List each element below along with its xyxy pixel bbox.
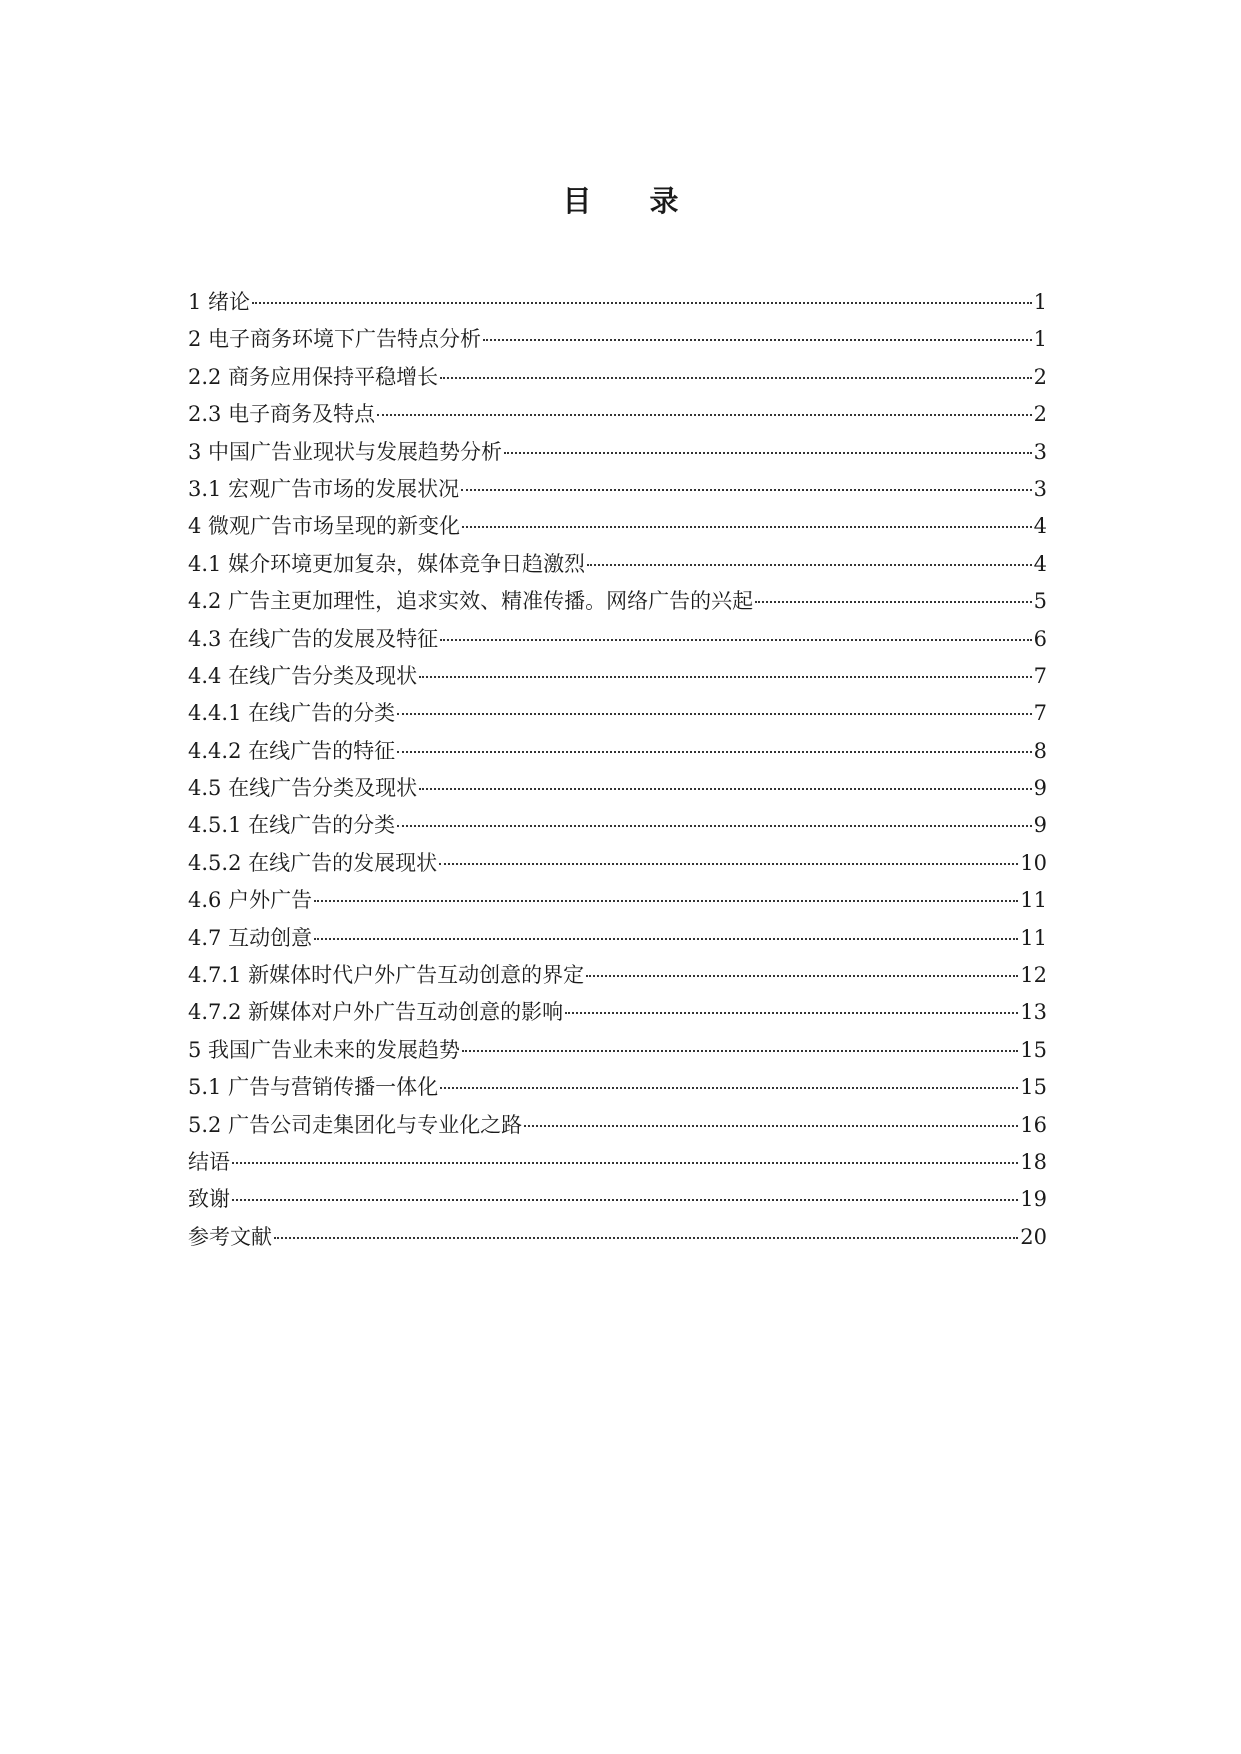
toc-entry-label: 4.7 互动创意: [188, 925, 313, 950]
toc-entry: [188, 1219, 1047, 1256]
toc-dot-leader: [462, 526, 1032, 528]
toc-entry-page-number: 9: [1033, 776, 1047, 801]
toc-entry: [188, 546, 1047, 583]
toc-entry-page-number: 19: [1020, 1187, 1047, 1212]
toc-entry-page-number: 15: [1020, 1075, 1047, 1100]
toc-dot-leader: [252, 302, 1032, 304]
toc-entry-label: 4.7.1 新媒体时代户外广告互动创意的界定: [188, 963, 585, 988]
toc-entry-label: 5 我国广告业未来的发展趋势: [188, 1037, 461, 1062]
toc-entry: [188, 1181, 1047, 1218]
toc-entry-label: 4.3 在线广告的发展及特征: [188, 626, 439, 651]
toc-entry: [188, 284, 1047, 321]
toc-entry-page-number: 10: [1020, 850, 1047, 875]
toc-entry-page-number: 7: [1033, 701, 1047, 726]
toc-entry-page-number: 4: [1033, 551, 1047, 576]
toc-entry: [188, 1144, 1047, 1181]
toc-dot-leader: [524, 1125, 1018, 1127]
toc-entry-page-number: 20: [1020, 1224, 1047, 1249]
toc-entry-page-number: 18: [1020, 1149, 1047, 1174]
toc-entry-page-number: 15: [1020, 1037, 1047, 1062]
toc-entry-label: 4.2 广告主更加理性，追求实效、精准传播。网络广告的兴起: [188, 589, 754, 614]
toc-dot-leader: [419, 676, 1032, 678]
toc-entry: [188, 1032, 1047, 1069]
toc-dot-leader: [587, 564, 1032, 566]
toc-dot-leader: [440, 377, 1032, 379]
toc-entry: [188, 471, 1047, 508]
toc-entry: [188, 359, 1047, 396]
toc-entry-page-number: 2: [1033, 364, 1047, 389]
toc-entry-page-number: 9: [1033, 813, 1047, 838]
toc-dot-leader: [755, 601, 1032, 603]
toc-entry-label: 4.5.1 在线广告的分类: [188, 813, 396, 838]
toc-entry-label: 5.2 广告公司走集团化与专业化之路: [188, 1112, 523, 1137]
toc-dot-leader: [314, 900, 1018, 902]
toc-dot-leader: [462, 1050, 1018, 1052]
toc-entry-page-number: 3: [1033, 476, 1047, 501]
toc-entry-label: 4 微观广告市场呈现的新变化: [188, 514, 461, 539]
toc-dot-leader: [377, 414, 1032, 416]
toc-entry-page-number: 4: [1033, 514, 1047, 539]
toc-entry-label: 2 电子商务环境下广告特点分析: [188, 327, 482, 352]
toc-entry-page-number: 8: [1033, 738, 1047, 763]
toc-entry-page-number: 6: [1033, 626, 1047, 651]
toc-entry-page-number: 5: [1033, 589, 1047, 614]
toc-entry: [188, 396, 1047, 433]
toc-entry-page-number: 1: [1033, 290, 1047, 314]
toc-entry: [188, 845, 1047, 882]
toc-entry: [188, 957, 1047, 994]
toc-entry: [188, 994, 1047, 1031]
toc-entry-page-number: 1: [1033, 327, 1047, 352]
toc-entry: [188, 1107, 1047, 1144]
toc-entry-page-number: 13: [1020, 1000, 1047, 1025]
toc-entry: [188, 1069, 1047, 1106]
toc-dot-leader: [504, 452, 1032, 454]
toc-entry-label: 1 绪论: [188, 290, 251, 314]
toc-entry: [188, 658, 1047, 695]
toc-dot-leader: [232, 1162, 1018, 1164]
toc-title: 目 录: [562, 184, 703, 219]
toc-entry-label: 参考文献: [188, 1224, 272, 1249]
toc-entry: [188, 733, 1047, 770]
toc-entry: [188, 770, 1047, 807]
toc-entry-page-number: 2: [1033, 402, 1047, 427]
toc-dot-leader: [397, 825, 1032, 827]
toc-entry-label: 4.5.2 在线广告的发展现状: [188, 850, 438, 875]
toc-entry-label: 4.7.2 新媒体对户外广告互动创意的影响: [188, 1000, 564, 1025]
toc-dot-leader: [439, 863, 1018, 865]
toc-entry-label: 结语: [188, 1149, 230, 1174]
toc-dot-leader: [440, 639, 1032, 641]
toc-entry-page-number: 7: [1033, 663, 1047, 688]
toc-entry-label: 3.1 宏观广告市场的发展状况: [188, 476, 460, 501]
toc-entry-label: 4.4 在线广告分类及现状: [188, 663, 418, 688]
toc-dot-leader: [397, 713, 1032, 715]
toc-entry-label: 4.1 媒介环境更加复杂，媒体竞争日趋激烈: [188, 551, 586, 576]
toc-entry-label: 5.1 广告与营销传播一体化: [188, 1075, 439, 1100]
toc-entry-page-number: 11: [1020, 888, 1047, 913]
toc-entry-label: 2.2 商务应用保持平稳增长: [188, 364, 439, 389]
toc-entry-label: 4.4.2 在线广告的特征: [188, 738, 396, 763]
toc-entry-label: 4.6 户外广告: [188, 888, 313, 913]
toc-entry: [188, 583, 1047, 620]
toc-entry-label: 4.4.1 在线广告的分类: [188, 701, 396, 726]
toc-entry-label: 4.5 在线广告分类及现状: [188, 776, 418, 801]
toc-entry-label: 致谢: [188, 1187, 230, 1212]
toc-entry-label: 3 中国广告业现状与发展趋势分析: [188, 439, 503, 464]
toc-dot-leader: [232, 1199, 1018, 1201]
toc-list: [188, 284, 1047, 1256]
toc-dot-leader: [419, 788, 1032, 790]
toc-dot-leader: [314, 938, 1018, 940]
toc-dot-leader: [483, 339, 1032, 341]
toc-dot-leader: [397, 751, 1032, 753]
toc-dot-leader: [461, 489, 1032, 491]
toc-dot-leader: [586, 975, 1018, 977]
toc-entry: [188, 807, 1047, 844]
toc-entry: [188, 434, 1047, 471]
toc-dot-leader: [565, 1012, 1018, 1014]
toc-dot-leader: [274, 1237, 1018, 1239]
toc-entry: [188, 920, 1047, 957]
toc-dot-leader: [440, 1087, 1018, 1089]
toc-entry: [188, 882, 1047, 919]
toc-entry: [188, 695, 1047, 732]
toc-entry: [188, 508, 1047, 545]
toc-entry-page-number: 3: [1033, 439, 1047, 464]
toc-entry-page-number: 16: [1020, 1112, 1047, 1137]
toc-entry: [188, 621, 1047, 658]
toc-entry-page-number: 11: [1020, 925, 1047, 950]
toc-entry: [188, 321, 1047, 358]
toc-entry-page-number: 12: [1020, 963, 1047, 988]
toc-entry-label: 2.3 电子商务及特点: [188, 402, 376, 427]
